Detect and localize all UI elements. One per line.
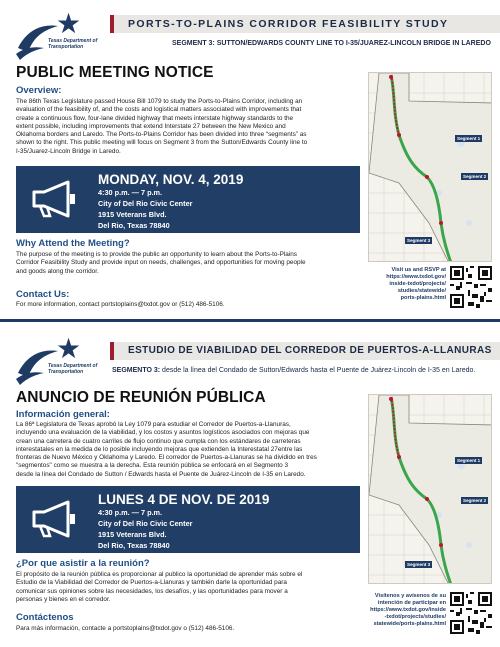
overview-line: fronteras de Nuevo México y Oklahoma y Laredo. El corredor de Puertos-a-Llanuras se ha dividido en tres	[16, 454, 317, 462]
rsvp-line[interactable]: studies/statewide/	[397, 288, 446, 294]
event-city: Del Rio, Texas 78840	[98, 221, 170, 230]
rsvp-line[interactable]: ports-plains.html	[400, 295, 446, 301]
overview-line: "segmentos" como se muestra a la derecha. Esta reunión pública se enfocará en el Segmento 3	[16, 462, 289, 470]
why-line: El propósito de la reunión pública es proporcionar al publico la oportunidad de aprender más sobre el	[16, 571, 303, 578]
qr-code[interactable]	[450, 592, 492, 634]
event-city: Del Rio, Texas 78840	[98, 541, 170, 550]
star-icon: ★	[56, 332, 82, 365]
texas-map-graphic	[369, 73, 492, 262]
segment-2-label: Segment 2	[463, 498, 487, 503]
segment-3-label: Segment 3	[407, 238, 431, 243]
event-street: 1915 Veterans Blvd.	[98, 210, 167, 219]
megaphone-icon	[28, 500, 78, 538]
segment-label: SEGMENTO 3:	[112, 367, 161, 374]
segment-1-label: Segment 1	[457, 458, 481, 463]
txdot-logo	[10, 332, 100, 393]
why-heading: Why Attend the Meeting?	[16, 238, 130, 249]
why-line: and goods along the corridor.	[16, 267, 99, 275]
spanish-notice	[0, 322, 500, 647]
event-time: 4:30 p.m. — 7 p.m.	[98, 188, 163, 197]
rsvp-line[interactable]: -txdot/projects/studies/	[384, 614, 446, 620]
event-date: MONDAY, NOV. 4, 2019	[98, 172, 244, 187]
event-street: 1915 Veterans Blvd.	[98, 530, 167, 539]
segment-3-label: Segment 3	[407, 562, 431, 567]
rsvp-line: intención de participar en	[377, 600, 446, 606]
overview-line: evaluation of the feasibility of, and the costs and logistical matters associated with improvements that	[16, 106, 302, 114]
event-date: LUNES 4 DE NOV. DE 2019	[98, 492, 270, 507]
why-line: Estudio de la Viabilidad del Corredor de Puertos-a-Llanuras y también darle la oportunidad para	[16, 579, 287, 587]
notice-title: ANUNCIO DE REUNIÓN PÚBLICA	[16, 389, 266, 406]
overview-line: interestatales en la medida de lo posible incluyendo mejoras que extienden la Interestatal 27entre las	[16, 445, 303, 453]
rsvp-line: Visit us and RSVP at	[391, 267, 446, 273]
contact-heading: Contáctenos	[16, 612, 74, 623]
english-notice	[0, 0, 500, 320]
overview-paragraph	[16, 98, 368, 156]
segment-line	[112, 367, 475, 374]
qr-code[interactable]	[450, 266, 492, 308]
overview-line: extent possible, including improvements that extend Interstate 27 between the New Mexico and	[16, 122, 286, 130]
rsvp-line: Visítenos y avísenos de su	[374, 593, 446, 599]
overview-paragraph	[16, 421, 368, 479]
megaphone-icon	[28, 180, 78, 218]
overview-line: desde la línea del Condado de Sutton / Edwards hasta el Puente de Juárez-Lincoln de I-35 en Laredo.	[16, 470, 306, 478]
why-line: Corridor Feasibility Study and provide input on needs, challenges, and opportunities for moving people	[16, 259, 306, 267]
why-line: comunicar sus opiniones sobre las necesidades, los desafíos, y las oportunidades para mover a	[16, 587, 288, 595]
overview-line: crean una carretera de cuatro carriles de flujo continuo que cumpla con los estándares de carreteras	[16, 437, 301, 445]
overview-line: Oklahoma borders and Laredo. The Ports-to-Plains Corridor has been divided into three “segments” as	[16, 131, 307, 139]
segment-description: desde la línea del Condado de Sutton/Edwards hasta el Puente de Juárez-Lincoln de I-35 en Laredo.	[160, 367, 476, 374]
why-paragraph	[16, 571, 368, 604]
rsvp-line[interactable]: inside-txdot/projects/	[389, 281, 446, 287]
agency-name: Texas Department of Transportation	[48, 363, 98, 375]
study-title: ESTUDIO DE VIABILIDAD DEL CORREDOR DE PUERTOS-A-LLANURAS	[128, 345, 492, 356]
overview-line: The 86th Texas Legislature passed House Bill 1079 to study the Ports-to-Plains Corridor, including an	[16, 98, 303, 105]
overview-line: incluyendo una evaluación de la viabilidad, y los costos y asuntos logísticos asociados con mejoras que	[16, 429, 310, 437]
event-box	[16, 486, 360, 553]
rsvp-line[interactable]: statewide/ports-plains.html	[373, 621, 446, 627]
segment-1-label: Segment 1	[457, 136, 481, 141]
notice-title: PUBLIC MEETING NOTICE	[16, 64, 214, 81]
rsvp-text	[370, 267, 446, 302]
overview-line: create a continuous flow, four-lane divided highway that meets interstate highway standards to the	[16, 114, 294, 122]
overview-heading: Overview:	[16, 85, 62, 96]
contact-heading: Contact Us:	[16, 289, 70, 300]
overview-heading: Información general:	[16, 409, 110, 420]
rsvp-line[interactable]: https://www.txdot.gov/	[386, 274, 446, 280]
segment-2-label: Segment 2	[463, 174, 487, 179]
contact-text: Para más información, contacte a portstoplains@txdot.gov o (512) 486-5106.	[16, 625, 235, 632]
overview-line: I-35/Juarez-Lincoln Bridge in Laredo.	[16, 147, 121, 155]
event-venue: City of Del Rio Civic Center	[98, 519, 193, 528]
study-title: PORTS-TO-PLAINS CORRIDOR FEASIBILITY STUDY	[128, 18, 449, 30]
rsvp-line[interactable]: https://www.txdot.gov/inside	[370, 607, 446, 613]
rsvp-text	[360, 593, 446, 628]
segment-line: SEGMENT 3: SUTTON/EDWARDS COUNTY LINE TO I-35/JUAREZ-LINCOLN BRIDGE IN LAREDO	[172, 40, 491, 47]
study-title-band	[110, 15, 500, 33]
txdot-logo	[10, 7, 100, 68]
event-time: 4:30 p.m. — 7 p.m.	[98, 508, 163, 517]
texas-map	[368, 394, 492, 584]
overview-line: La 86ª Legislatura de Texas aprobó la Ley 1079 para estudiar el Corredor de Puertos-a-Llanuras,	[16, 421, 291, 428]
agency-name: Texas Department of Transportation	[48, 38, 98, 50]
contact-text: For more information, contact portstoplains@txdot.gov or (512) 486-5106.	[16, 301, 225, 308]
why-line: The purpose of the meeting is to provide the public an opportunity to learn about the Ports-to-Plains	[16, 251, 298, 258]
texas-map	[368, 72, 492, 262]
study-title-band	[110, 342, 500, 360]
overview-line: shown to the right. This public meeting will focus on Segment 3 from the Sutton/Edwards County line to	[16, 139, 308, 147]
event-box	[16, 166, 360, 233]
why-heading: ¿Por que asistir a la reunión?	[16, 558, 150, 569]
texas-map-graphic	[369, 395, 492, 584]
why-line: personas y bienes en el corredor.	[16, 595, 111, 603]
why-paragraph	[16, 251, 368, 276]
star-icon: ★	[56, 7, 82, 40]
event-venue: City of Del Rio Civic Center	[98, 199, 193, 208]
